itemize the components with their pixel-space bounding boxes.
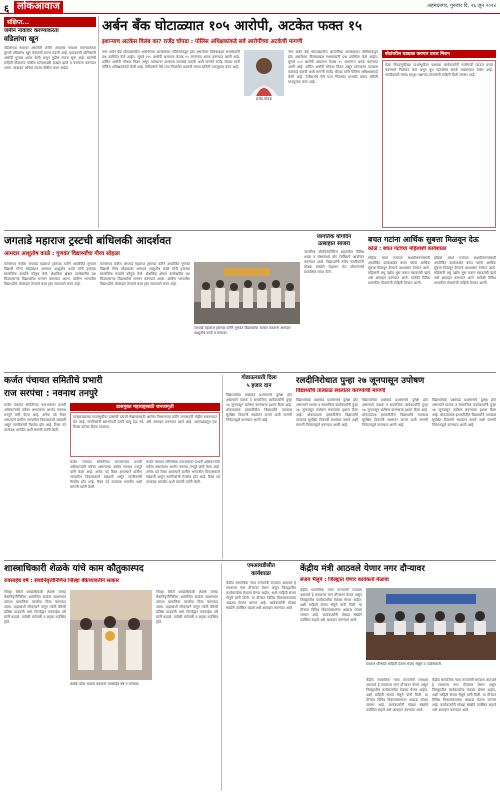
story1-portrait (244, 50, 284, 96)
group-photo-image (194, 262, 300, 324)
story2-subhead: आमदार आशुतोष काळे : गुणवंत विद्यार्थ्यांचा गौरव सोहळा (4, 251, 120, 257)
story7-kicker: एमआयडीसीत (247, 563, 275, 569)
story4-box-body: पावसाळ्याच्या पार्श्वभूमीवर डासांची उत्पत्ती रोखण्यासाठी आरोग्य विभागाच्या वतीने जनजागृती मोहीम राबवण्यात येत आहे. नागरिकांनी घराभोवती पाणी साचू देऊ नये, असे आवाहन करण्यात आले आहे. आठवड्यातून एक दिवस कोरडा दिवस पाळावा. (73, 415, 217, 429)
story3-body-col2 (434, 256, 496, 370)
story5-subhead: विद्यार्थ्यांचे तात्काळ स्थलांतर करण्याची मागणी (296, 388, 386, 394)
press-conference-photo-image (366, 588, 496, 660)
story6-body-continued: जिल्हा बँकेचे शाखाधिकारी शेळके यांच्या सेवानिवृत्तीनिमित्त आयोजित सत्कार समारंभात त्यांच्या प्रामाणिक कार्याचा गौरव करण्यात आला. ग्राहकांशी सौजन्याने वागून त्यांनी बँकेची प्रतिष्ठा वाढवली असे गौरवोद्गार रावसाहेब वर्षे यांनी काढले. यावेळी कर्मचारी व ग्राहक उपस्थित होते. (156, 590, 218, 624)
story1-box (382, 60, 496, 228)
column-divider (98, 16, 99, 228)
story4-body-col2 (70, 460, 142, 558)
story2-headline: जगताडे महाराज ट्रस्टची बांधिलकी आदर्शवत (4, 235, 172, 247)
story7-body-col1 (300, 588, 362, 790)
story1-body-col1 (102, 50, 240, 228)
brief-item-title: जमीन नावावर करण्याकरता (4, 28, 59, 34)
story7-body-col3 (432, 678, 496, 790)
yoga-subtitle: उत्साहात साजरा (317, 241, 351, 247)
story1-body-col2 (288, 50, 378, 228)
story3-subhead: कोळे : बचत गटांच्या महिलांशी कार्यशाळा (368, 246, 447, 252)
story7-photo-caption: पत्रकार परिषदेत माहिती देताना संजय भैलुमे व पदाधिकारी. (366, 662, 442, 666)
story7-side-body: केंद्रीय सामाजिक न्याय राज्यमंत्री रामदास आठवले हे लवकरच नगर दौऱ्यावर येणार असून जिल्ह्यातील कार्यकर्त्यांचा मेळावा घेणार आहेत, अशी माहिती संजय भैलुमे यांनी दिली. या दौऱ्यात विविध विकासकामांचा आढावा घेतला जाणार आहे. कार्यकर्त्यांनी मोठ्या संख्येने उपस्थित राहावे असे आवाहन करण्यात आले. (226, 581, 296, 610)
brief-item-sub: वडिलांचा खून (4, 35, 39, 43)
story5-body-continued: विद्यार्थ्यांच्या प्रश्नांकडे प्रशासनाचे दुर्लक्ष होत असल्याने पालक व सामाजिक कार्यकर्त्यांनी पुन्हा २७ जूनपासून उपोषण करण्याचा इशारा दिला आहे. धोकादायक इमारतीतील विद्यार्थ्यांचे तात्काळ सुरक्षित ठिकाणी स्थलांतर करावे अशी मागणी निवेदनाद्वारे करण्यात आली आहे. (362, 398, 428, 427)
yoga-body: जागतिक योगदिनानिमित्त शहरातील विविध शाळा व संस्थांमध्ये योग शिबिराचे आयोजन करण्यात आले. विद्यार्थ्यांनी तसेच नागरिकांनी मोठ्या संख्येने सहभाग घेत योगासनांचे प्रात्यक्षिक सादर केले. (304, 250, 364, 274)
brief-box-title: संक्षिप्त... (4, 17, 96, 27)
story7-side-column (226, 581, 296, 790)
story5-side-column (226, 393, 292, 558)
section-divider (4, 230, 496, 231)
story4-box-title: डासमुक्त महाराष्ट्रसाठी जनजागृती (70, 403, 220, 411)
story6-body-col1 (4, 590, 66, 790)
story7-headline: केंद्रीय मंत्री आठवले येणार नगर दौऱ्यावर (300, 564, 425, 574)
section-divider (4, 560, 496, 561)
brief-column (4, 28, 96, 228)
story2-body-continued: कोपरगाव येथील जगताडे महाराज ट्रस्टच्या वतीने आयोजित गुणवंत विद्यार्थी गौरव सोहळ्यात आमदार आशुतोष काळे यांनी ट्रस्टच्या सामाजिक कार्याचे कौतुक केले. शैक्षणिक क्षेत्रात उल्लेखनीय यश मिळवणाऱ्या विद्यार्थ्यांचा सन्मान करण्यात आला. ग्रामीण भागातील विद्यार्थ्यांना प्रोत्साहन देण्याचे काम ट्रस्ट सातत्याने करत आहे. (100, 262, 190, 286)
story2-photo-caption: जगताडे महाराज ट्रस्टच्या वतीने गुणवंत विद्यार्थ्यांचा सत्कार करताना आमदार आशुतोष काळे व मान्यवर. (194, 326, 291, 335)
story3-body-col1 (368, 256, 430, 370)
story4-headline-line2: राज सरपंचा : नवनाथ तनपुरे (4, 389, 98, 399)
story4-headline: कर्जत पंचायत समितीचे प्रभारी (4, 376, 103, 386)
story5-body-col1 (296, 398, 358, 558)
story7-subhead: संजय भैलुमे : जिल्ह्यात घेणार कार्यकर्ता मेळावा (300, 577, 389, 583)
story1-body: नगर अर्बन बँक घोटाळ्यातील आरोपींच्या अटकेबाबत पोलिसांकडून होत असलेल्या विलंबाबद्दल सभासदांनी प्रश्न उपस्थित केले आहेत. सुमारे १०५ आरोपी असताना केवळ १५ जणांनाच अटक करण्यात आली आहे. उर्वरित आरोपी मोकाट फिरत असून त्यांच्यावर तात्काळ कारवाई करावी अशी मागणी राजेंद्र चोपडा यांनी पोलिस अधिक्षकांकडे केली आहे. ठेवीदारांचे पैसे परत मिळावेत यासाठी बचाव समिती पाठपुरावा करत आहे. (102, 50, 240, 69)
story7-body-col2 (366, 678, 428, 790)
story3-body: महिला बचत गटांच्या सक्षमीकरणासाठी आयोजित कार्यशाळेत बचत गटांना आर्थिक सुबत्ता मिळवून देण्याचे आश्वासन देण्यात आले. महिलांनी लघु उद्योग सुरू करून स्वावलंबी व्हावे असे आवाहन करण्यात आले. यावेळी विविध शासकीय योजनांची माहिती देण्यात आली. (368, 256, 430, 285)
story6-caption-wrap (70, 682, 152, 790)
yoga-column (304, 234, 364, 370)
story1-headline: अर्बन बँक घोटाळ्यात १०५ आरोपी, अटकेत फक्त १५ (102, 18, 362, 34)
story7-body: केंद्रीय सामाजिक न्याय राज्यमंत्री रामदास आठवले हे लवकरच नगर दौऱ्यावर येणार असून जिल्ह्यातील कार्यकर्त्यांचा मेळावा घेणार आहेत, अशी माहिती संजय भैलुमे यांनी दिली. या दौऱ्यात विविध विकासकामांचा आढावा घेतला जाणार आहे. कार्यकर्त्यांनी मोठ्या संख्येने उपस्थित राहावे असे आवाहन करण्यात आले. (300, 588, 362, 622)
story7-kicker-line2: कार्यशाळा (251, 571, 271, 577)
story2-photo-caption-wrap (194, 326, 300, 370)
story6-body: जिल्हा बँकेचे शाखाधिकारी शेळके यांच्या सेवानिवृत्तीनिमित्त आयोजित सत्कार समारंभात त्यांच्या प्रामाणिक कार्याचा गौरव करण्यात आला. ग्राहकांशी सौजन्याने वागून त्यांनी बँकेची प्रतिष्ठा वाढवली असे गौरवोद्गार रावसाहेब वर्षे यांनी काढले. यावेळी कर्मचारी व ग्राहक उपस्थित होते. (4, 590, 66, 624)
story4-box (70, 412, 220, 457)
story7-body-continued: केंद्रीय सामाजिक न्याय राज्यमंत्री रामदास आठवले हे लवकरच नगर दौऱ्यावर येणार असून जिल्ह्यातील कार्यकर्त्यांचा मेळावा घेणार आहेत, अशी माहिती संजय भैलुमे यांनी दिली. या दौऱ्यात विविध विकासकामांचा आढावा घेतला जाणार आहे. कार्यकर्त्यांनी मोठ्या संख्येने उपस्थित राहावे असे आवाहन करण्यात आले. (366, 678, 428, 712)
story3-headline: बचत गटांना आर्थिक सुबत्ता मिळवून देऊ (368, 235, 479, 244)
story2-photo (194, 262, 300, 324)
brief-item-body: वडिलांच्या नावावर असलेली जमीन आपल्या नावावर करण्याकरता मुलाने वडिलांचा खून केल्याची घटना घडली आहे. याप्रकरणी पोलिसांनी आरोपी मुलास अटक केली असून पुढील तपास सुरू आहे. घटनेची माहिती मिळताच पोलीस घटनास्थळी दाखल झाले व पंचनामा करण्यात आला. याबाबत अधिक तपास पोलीस करत आहेत. (4, 46, 96, 70)
section-divider (4, 372, 496, 373)
story2-body-col1 (4, 262, 96, 370)
story1-portrait-label: राजेंद्र चोपडा (255, 97, 273, 101)
felicitation-photo-image (70, 590, 152, 680)
story5-kicker: गोडाऊनप्रती दिला (241, 375, 277, 381)
story4-body-col1 (4, 403, 66, 558)
story5-kicker-line2: ५ हजार दान (246, 383, 272, 389)
dateline: अहमदनगर, गुरुवार दि. २६ जून २०२४ (427, 3, 496, 9)
story2-body: कोपरगाव येथील जगताडे महाराज ट्रस्टच्या वतीने आयोजित गुणवंत विद्यार्थी गौरव सोहळ्यात आमदार आशुतोष काळे यांनी ट्रस्टच्या सामाजिक कार्याचे कौतुक केले. शैक्षणिक क्षेत्रात उल्लेखनीय यश मिळवणाऱ्या विद्यार्थ्यांचा सन्मान करण्यात आला. ग्रामीण भागातील विद्यार्थ्यांना प्रोत्साहन देण्याचे काम ट्रस्ट सातत्याने करत आहे. (4, 262, 96, 286)
story4-body: कर्जत पंचायत समितीच्या कारभारावर प्रभारी अधिकाऱ्यांचे वर्चस्व असल्याचा आरोप नवनाथ तनपुरे यांनी केला आहे. अनेक पदे रिक्त असल्याने ग्रामीण भागातील विकासकामे रखडली असून नागरिकांची गैरसोय होत आहे. रिक्त पदे तात्काळ भरावीत अशी मागणी त्यांनी केली. (4, 403, 66, 432)
story2-body-col2 (100, 262, 190, 370)
story5-body-more: विद्यार्थ्यांच्या प्रश्नांकडे प्रशासनाचे दुर्लक्ष होत असल्याने पालक व सामाजिक कार्यकर्त्यांनी पुन्हा २७ जूनपासून उपोषण करण्याचा इशारा दिला आहे. धोकादायक इमारतीतील विद्यार्थ्यांचे तात्काळ सुरक्षित ठिकाणी स्थलांतर करावे अशी मागणी निवेदनाद्वारे करण्यात आली आहे. (432, 398, 496, 427)
story5-body-col2 (362, 398, 428, 558)
story6-subhead: रावसाहेब वर्षे : सेवानिवृत्तीनिमित्त जिल्हा बँकेच्यावतीने सत्कार (4, 578, 120, 584)
column-divider (221, 563, 222, 791)
story7-caption-wrap (366, 662, 496, 676)
story6-headline: शास्त्राधिकारी शेळके यांचे काम कौतुकास्पद (4, 564, 144, 574)
story7-body-more: केंद्रीय सामाजिक न्याय राज्यमंत्री रामदास आठवले हे लवकरच नगर दौऱ्यावर येणार असून जिल्ह्यातील कार्यकर्त्यांचा मेळावा घेणार आहेत, अशी माहिती संजय भैलुमे यांनी दिली. या दौऱ्यात विविध विकासकामांचा आढावा घेतला जाणार आहे. कार्यकर्त्यांनी मोठ्या संख्येने उपस्थित राहावे असे आवाहन करण्यात आले. (432, 678, 496, 712)
story1-box-body: येत्या निवडणुकीच्या पार्श्वभूमीवर पक्षाच्या कार्यकर्त्यांनी गावोगावी जाऊन प्रचार करण्याचे नियोजन केले असून बूथ पातळीवर संपर्क वाढवण्यात येणार आहे. नागरिकांशी संवाद साधून पक्षाच्या योजनांची माहिती दिली जाणार आहे. (385, 63, 493, 77)
story5-body-col3 (432, 398, 496, 558)
story1-body-continued: नगर अर्बन बँक घोटाळ्यातील आरोपींच्या अटकेबाबत पोलिसांकडून होत असलेल्या विलंबाबद्दल सभासदांनी प्रश्न उपस्थित केले आहेत. सुमारे १०५ आरोपी असताना केवळ १५ जणांनाच अटक करण्यात आली आहे. उर्वरित आरोपी मोकाट फिरत असून त्यांच्यावर तात्काळ कारवाई करावी अशी मागणी राजेंद्र चोपडा यांनी पोलिस अधिक्षकांकडे केली आहे. ठेवीदारांचे पैसे परत मिळावेत यासाठी बचाव समिती पाठपुरावा करत आहे. (288, 50, 378, 84)
story4-body-more: कर्जत पंचायत समितीच्या कारभारावर प्रभारी अधिकाऱ्यांचे वर्चस्व असल्याचा आरोप नवनाथ तनपुरे यांनी केला आहे. अनेक पदे रिक्त असल्याने ग्रामीण भागातील विकासकामे रखडली असून नागरिकांची गैरसोय होत आहे. रिक्त पदे तात्काळ भरावीत अशी मागणी त्यांनी केली. (146, 460, 220, 484)
portrait-image (244, 50, 284, 96)
story5-body: विद्यार्थ्यांच्या प्रश्नांकडे प्रशासनाचे दुर्लक्ष होत असल्याने पालक व सामाजिक कार्यकर्त्यांनी पुन्हा २७ जूनपासून उपोषण करण्याचा इशारा दिला आहे. धोकादायक इमारतीतील विद्यार्थ्यांचे तात्काळ सुरक्षित ठिकाणी स्थलांतर करावे अशी मागणी निवेदनाद्वारे करण्यात आली आहे. (296, 398, 358, 427)
column-divider (222, 375, 223, 559)
story6-photo-caption: शेळके यांचा सत्कार करताना रावसाहेब वर्षे व मान्यवर. (70, 682, 140, 686)
masthead (0, 0, 500, 14)
story4-body-col3 (146, 460, 220, 558)
story5-headline: रलदीनिरोधात पुन्हा २७ जूनपासून उपोषण (296, 376, 425, 386)
story3-body-continued: महिला बचत गटांच्या सक्षमीकरणासाठी आयोजित कार्यशाळेत बचत गटांना आर्थिक सुबत्ता मिळवून देण्याचे आश्वासन देण्यात आले. महिलांनी लघु उद्योग सुरू करून स्वावलंबी व्हावे असे आवाहन करण्यात आले. यावेळी विविध शासकीय योजनांची माहिती देण्यात आली. (434, 256, 496, 285)
story6-body-col2 (156, 590, 218, 790)
story6-photo (70, 590, 152, 680)
page-number: ६ (4, 4, 10, 15)
story4-body-continued: कर्जत पंचायत समितीच्या कारभारावर प्रभारी अधिकाऱ्यांचे वर्चस्व असल्याचा आरोप नवनाथ तनपुरे यांनी केला आहे. अनेक पदे रिक्त असल्याने ग्रामीण भागातील विकासकामे रखडली असून नागरिकांची गैरसोय होत आहे. रिक्त पदे तात्काळ भरावीत अशी मागणी त्यांनी केली. (70, 460, 142, 489)
yoga-title: जागतिक योगदिन (316, 234, 352, 240)
story1-subhead: इशाऱ्याच अटकेस विलंब का? राजेंद्र चोपडा : पोलिस अधिक्षकांकडे सर्व आरोपींच्या अटकेची मागणी (102, 39, 303, 45)
brand-logo: लोकआवाज (14, 1, 63, 13)
story7-photo (366, 588, 496, 660)
story5-side-body: विद्यार्थ्यांच्या प्रश्नांकडे प्रशासनाचे दुर्लक्ष होत असल्याने पालक व सामाजिक कार्यकर्त्यांनी पुन्हा २७ जूनपासून उपोषण करण्याचा इशारा दिला आहे. धोकादायक इमारतीतील विद्यार्थ्यांचे तात्काळ सुरक्षित ठिकाणी स्थलांतर करावे अशी मागणी निवेदनाद्वारे करण्यात आली आहे. (226, 393, 292, 422)
story1-box-title: बोटांवरील घड्याळ करणार प्रचार मिशन (382, 50, 496, 58)
